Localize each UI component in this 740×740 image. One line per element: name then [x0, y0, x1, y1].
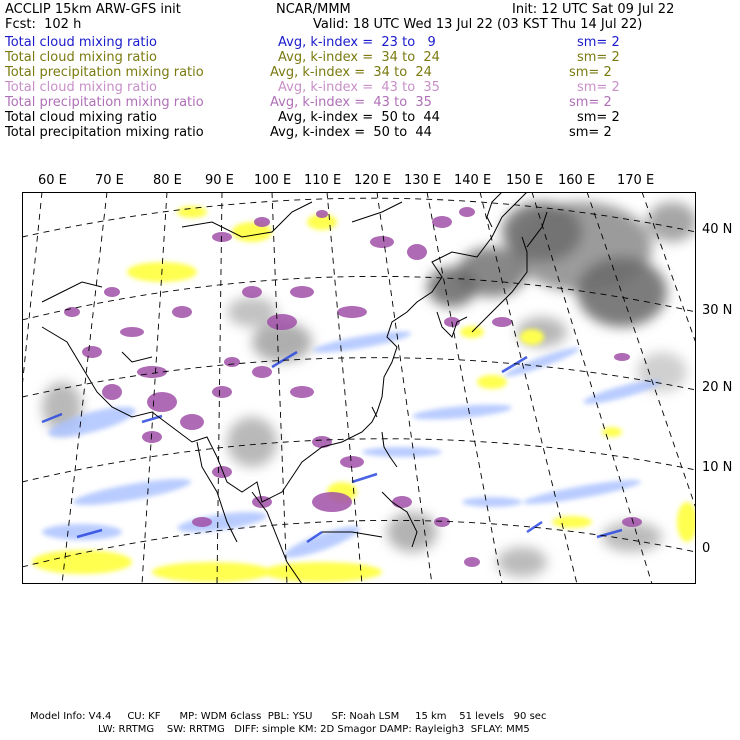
map-panel [22, 192, 696, 584]
model-info-line2: LW: RRTMG SW: RRTMG DIFF: simple KM: 2D Smagor DAMP: Rayleigh3 SFLAY: MM5 [98, 724, 530, 735]
valid-time: Valid: 18 UTC Wed 13 Jul 22 (03 KST Thu 14 Jul 22) [313, 17, 643, 32]
field-6-sm: sm= 2 [577, 110, 620, 125]
field-7-sm: sm= 2 [569, 125, 612, 140]
field-2-sm: sm= 2 [577, 50, 620, 65]
lat-label: 20 N [702, 380, 733, 395]
field-1-name: Total cloud mixing ratio [5, 35, 158, 50]
field-3-avg: Avg, k-index = 34 to 24 [270, 65, 432, 80]
field-1-sm: sm= 2 [577, 35, 620, 50]
lat-label: 40 N [702, 222, 733, 237]
lat-label: 30 N [702, 303, 733, 318]
lon-label: 140 E [454, 173, 492, 188]
field-2-avg: Avg, k-index = 34 to 24 [278, 50, 440, 65]
forecast-hour: Fcst: 102 h [5, 17, 82, 32]
lon-label: 80 E [153, 173, 182, 188]
field-5-avg: Avg, k-index = 43 to 35 [270, 95, 432, 110]
field-5-sm: sm= 2 [569, 95, 612, 110]
field-3-sm: sm= 2 [569, 65, 612, 80]
lon-label: 90 E [205, 173, 234, 188]
lon-label: 110 E [304, 173, 342, 188]
field-5-name: Total precipitation mixing ratio [5, 95, 204, 110]
lat-label: 0 [702, 541, 711, 556]
field-4-avg: Avg, k-index = 43 to 35 [278, 80, 440, 95]
field-7-name: Total precipitation mixing ratio [5, 125, 204, 140]
lon-label: 160 E [558, 173, 596, 188]
lon-label: 60 E [38, 173, 67, 188]
field-7-avg: Avg, k-index = 50 to 44 [270, 125, 432, 140]
lat-label: 10 N [702, 460, 733, 475]
institution-label: NCAR/MMM [276, 2, 351, 17]
field-2-name: Total cloud mixing ratio [5, 50, 158, 65]
field-6-name: Total cloud mixing ratio [5, 110, 158, 125]
field-4-name: Total cloud mixing ratio [5, 80, 158, 95]
plot-title: ACCLIP 15km ARW-GFS init [5, 2, 181, 17]
field-6-avg: Avg, k-index = 50 to 44 [278, 110, 440, 125]
lon-label: 150 E [506, 173, 544, 188]
field-4-sm: sm= 2 [577, 80, 620, 95]
init-time: Init: 12 UTC Sat 09 Jul 22 [512, 2, 675, 17]
lon-label: 70 E [95, 173, 124, 188]
field-3-name: Total precipitation mixing ratio [5, 65, 204, 80]
lon-label: 100 E [254, 173, 292, 188]
map-canvas [22, 192, 696, 584]
lon-label: 170 E [617, 173, 655, 188]
lon-label: 130 E [404, 173, 442, 188]
lon-label: 120 E [354, 173, 392, 188]
model-info-line1: Model Info: V4.4 CU: KF MP: WDM 6class PBL: YSU SF: Noah LSM 15 km 51 levels 90 sec [30, 711, 547, 722]
field-1-avg: Avg, k-index = 23 to 9 [278, 35, 436, 50]
